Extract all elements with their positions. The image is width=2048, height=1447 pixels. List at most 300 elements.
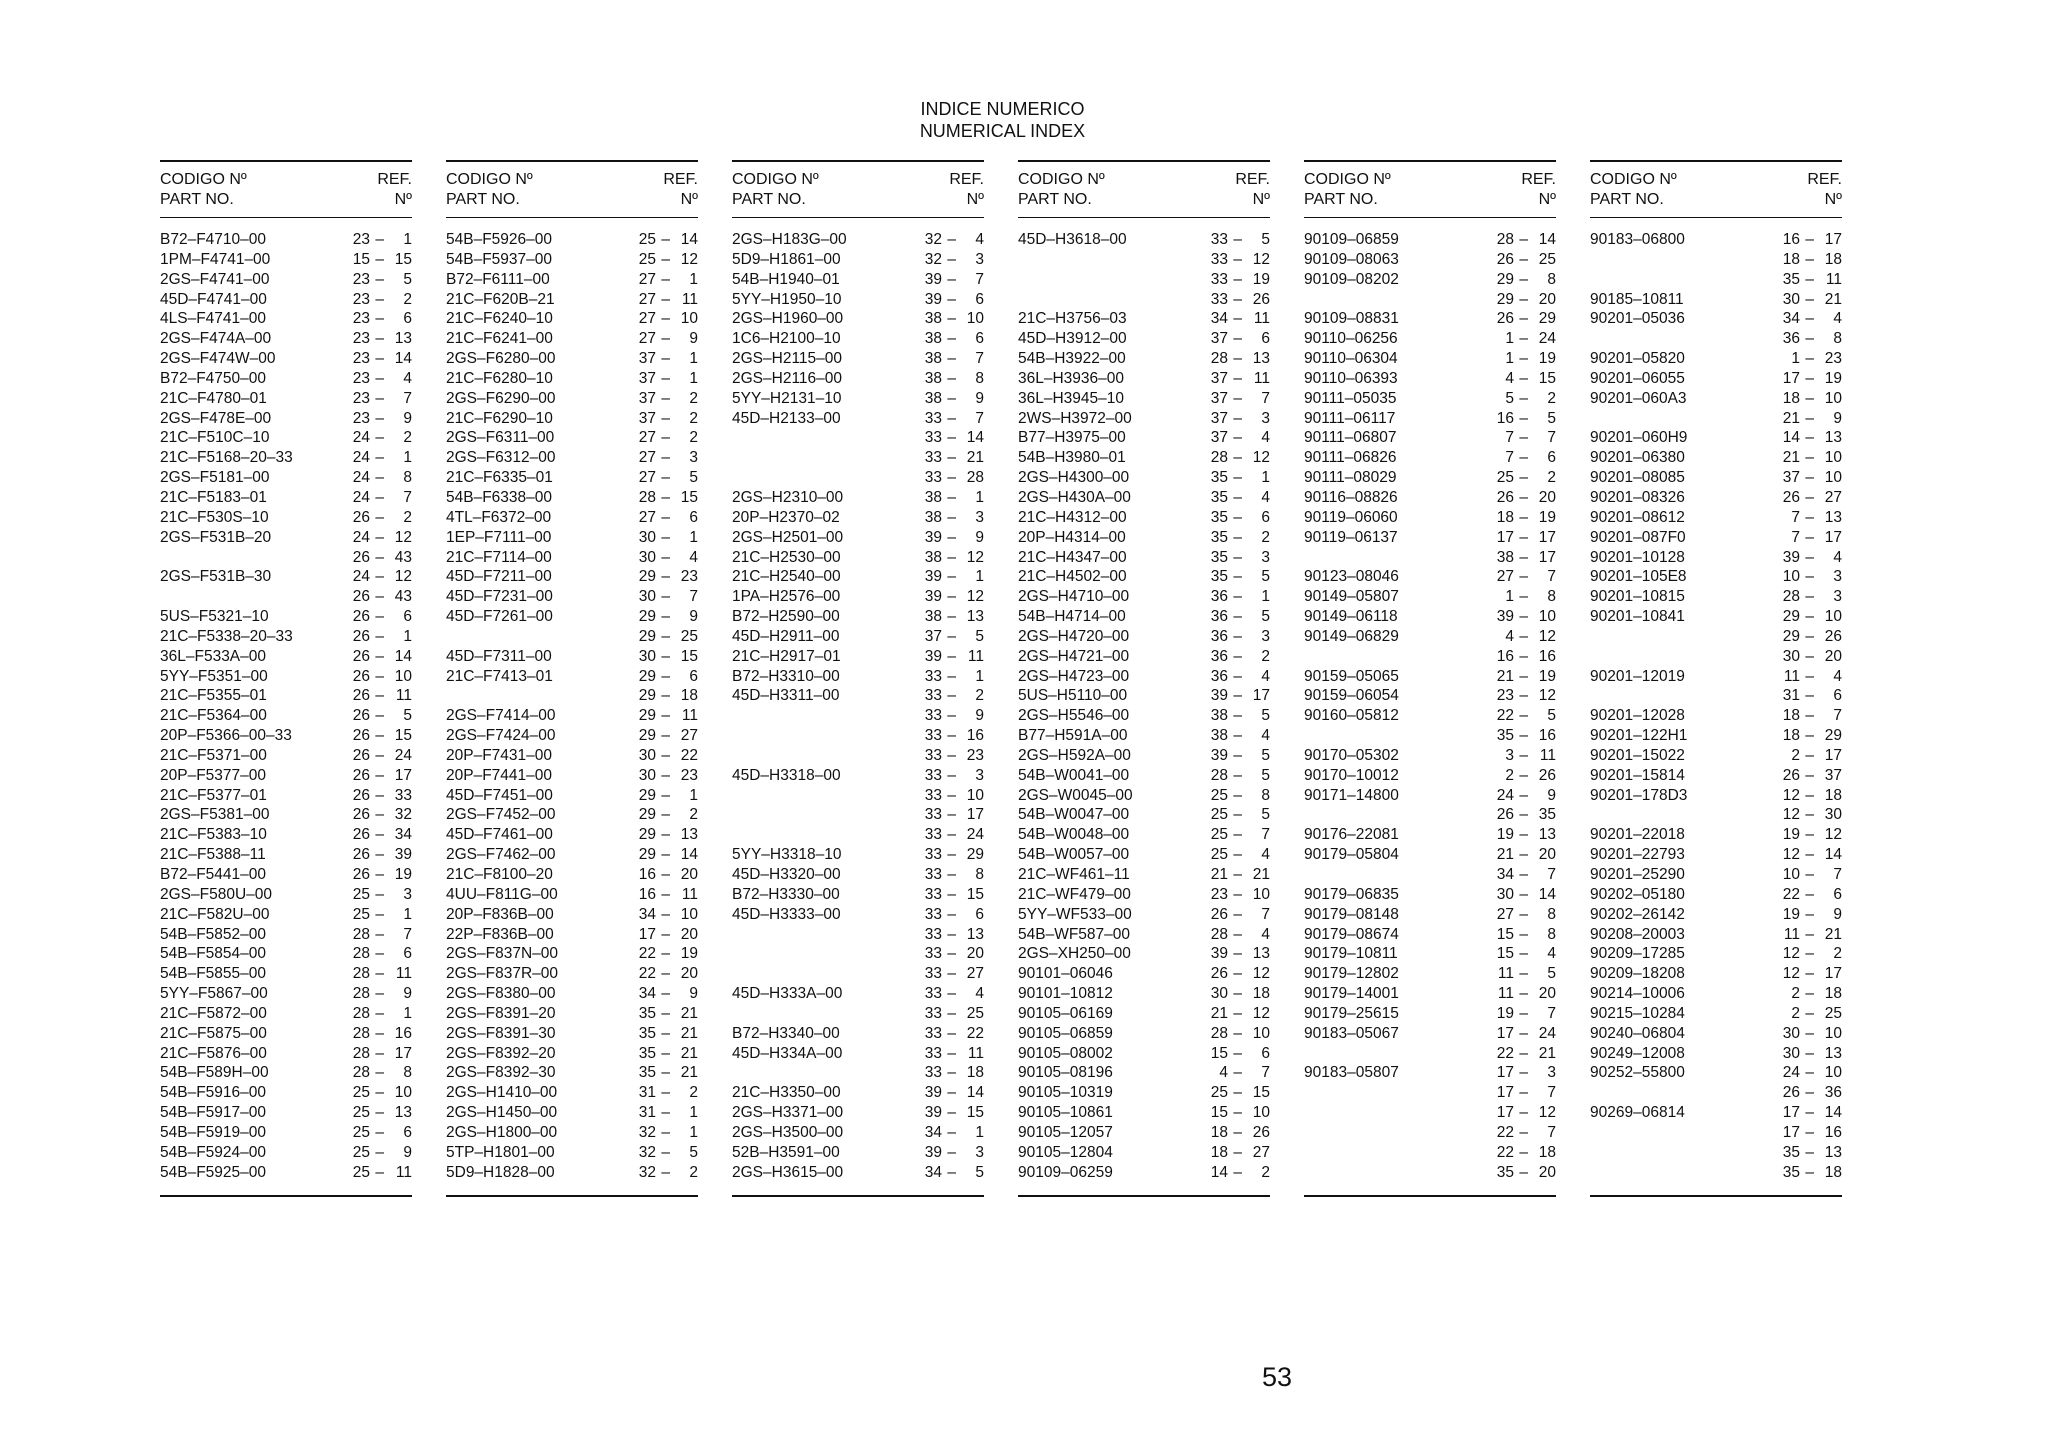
item-number: 3 (975, 766, 984, 784)
item-number: 26 (1538, 766, 1556, 784)
index-row (1590, 984, 1842, 1004)
index-row (446, 1024, 698, 1044)
index-row (446, 647, 698, 667)
part-no-header (160, 170, 247, 210)
part-no-header-es: CODIGO Nº (1304, 171, 1391, 188)
ref-header-line1: REF. (949, 171, 984, 188)
figure-number: 37 (1210, 330, 1228, 348)
part-number: 5D9–H1861–00 (732, 250, 841, 268)
ref-dash: – (947, 826, 956, 844)
ref-dash: – (1233, 806, 1242, 824)
column-top-rule (1018, 160, 1270, 162)
figure-number: 34 (1210, 310, 1228, 328)
figure-number: 29 (638, 568, 656, 586)
ref-dash: – (947, 310, 956, 328)
item-number: 11 (967, 647, 984, 665)
figure-number: 35 (1782, 270, 1800, 288)
figure-number: 38 (1210, 727, 1228, 745)
ref-dash: – (661, 488, 670, 506)
ref-dash: – (1805, 985, 1814, 1003)
ref-dash: – (947, 806, 956, 824)
index-row (446, 230, 698, 250)
item-number: 7 (1547, 568, 1556, 586)
item-number: 14 (966, 1084, 984, 1102)
ref-dash: – (1805, 389, 1814, 407)
ref-dash: – (1233, 866, 1242, 883)
figure-number: 38 (924, 350, 942, 368)
ref-dash: – (661, 449, 670, 467)
figure-number: 36 (1210, 647, 1228, 665)
index-row (160, 706, 412, 726)
ref-dash: – (947, 588, 956, 606)
ref-dash: – (1519, 350, 1528, 368)
ref-dash: – (1805, 687, 1814, 705)
index-row (160, 409, 412, 429)
part-number: 1PM–F4741–00 (160, 250, 271, 268)
index-row (732, 1163, 984, 1183)
index-row (1018, 905, 1270, 925)
item-number: 15 (966, 1104, 984, 1122)
item-number: 29 (966, 846, 984, 864)
figure-number: 23 (352, 290, 370, 308)
part-number: B72–F4710–00 (160, 231, 267, 248)
index-row (1590, 706, 1842, 726)
part-number: 5YY–H1950–10 (732, 290, 842, 308)
ref-dash: – (947, 1024, 956, 1042)
index-row (1590, 488, 1842, 508)
figure-number: 26 (352, 746, 370, 764)
index-row (160, 1044, 412, 1064)
index-row (1590, 349, 1842, 369)
index-row (1018, 468, 1270, 488)
figure-number: 29 (638, 806, 656, 824)
index-row (160, 607, 412, 627)
figure-number: 33 (924, 766, 942, 784)
ref-dash: – (1519, 588, 1528, 606)
figure-number: 30 (638, 548, 656, 566)
item-number: 6 (689, 667, 698, 685)
index-row (1018, 250, 1270, 270)
figure-number: 24 (352, 429, 370, 447)
item-number: 11 (395, 687, 412, 705)
figure-number: 18 (1210, 1143, 1228, 1161)
ref-dash: – (1233, 231, 1242, 248)
index-row (732, 647, 984, 667)
ref-dash: – (1233, 647, 1242, 665)
index-row (446, 428, 698, 448)
ref-dash: – (1805, 945, 1814, 963)
index-row (1590, 825, 1842, 845)
ref-dash: – (947, 528, 956, 546)
index-row (1018, 607, 1270, 627)
part-number: 90111–05035 (1304, 389, 1397, 407)
ref-dash: – (1519, 568, 1528, 586)
index-row (1590, 1083, 1842, 1103)
figure-number: 28 (352, 945, 370, 963)
item-number: 11 (681, 290, 698, 308)
index-row (1304, 369, 1556, 389)
index-row (732, 865, 984, 885)
index-row (732, 825, 984, 845)
index-row (1304, 726, 1556, 746)
ref-dash: – (1805, 488, 1814, 506)
part-number: 90240–06804 (1590, 1024, 1685, 1042)
part-number: 2GS–H4721–00 (1018, 647, 1130, 665)
figure-number: 24 (352, 528, 370, 546)
figure-number: 7 (1505, 449, 1514, 467)
index-row (1304, 309, 1556, 329)
figure-number: 22 (1496, 1044, 1514, 1062)
figure-number: 39 (1782, 548, 1800, 566)
item-number: 19 (1252, 270, 1270, 288)
ref-dash: – (1805, 885, 1814, 903)
item-number: 23 (1824, 350, 1842, 368)
figure-number: 26 (352, 727, 370, 745)
part-number: 21C–F5388–11 (160, 846, 266, 864)
figure-number: 16 (638, 866, 656, 883)
figure-number: 26 (352, 806, 370, 824)
figure-number: 27 (1496, 568, 1514, 586)
part-number: 21C–H2917–01 (732, 647, 841, 665)
index-row (1590, 587, 1842, 607)
part-number: B77–H591A–00 (1018, 727, 1128, 745)
figure-number: 28 (352, 965, 370, 983)
index-row (1590, 1063, 1842, 1083)
column-header (1304, 170, 1556, 210)
ref-dash: – (661, 905, 670, 923)
column-header-rule (1018, 217, 1270, 218)
figure-number: 35 (1210, 508, 1228, 526)
index-row (732, 488, 984, 508)
ref-dash: – (947, 568, 956, 586)
index-row (1590, 409, 1842, 429)
figure-number: 26 (352, 548, 370, 566)
part-number: 90149–06829 (1304, 627, 1399, 645)
item-number: 18 (1824, 985, 1842, 1003)
part-number: 45D–F7451–00 (446, 786, 553, 804)
index-row (446, 686, 698, 706)
index-row (732, 468, 984, 488)
item-number: 7 (1833, 866, 1842, 883)
ref-header-line1: REF. (377, 171, 412, 188)
item-number: 7 (403, 389, 412, 407)
figure-number: 27 (638, 469, 656, 487)
index-row (732, 349, 984, 369)
ref-dash: – (1805, 1104, 1814, 1122)
part-number: 54B–H3922–00 (1018, 350, 1126, 368)
figure-number: 39 (924, 588, 942, 606)
index-row (160, 925, 412, 945)
ref-dash: – (1233, 409, 1242, 427)
ref-dash: – (1519, 429, 1528, 447)
ref-dash: – (1519, 727, 1528, 745)
index-row (1018, 448, 1270, 468)
part-number: 54B–F589H–00 (160, 1064, 269, 1082)
item-number: 21 (1824, 925, 1842, 943)
ref-dash: – (1519, 488, 1528, 506)
item-number: 15 (394, 727, 412, 745)
item-number: 7 (689, 588, 698, 606)
part-number: 5TP–H1801–00 (446, 1143, 555, 1161)
item-number: 21 (680, 1024, 698, 1042)
item-number: 13 (1252, 350, 1270, 368)
ref-header-line2: Nº (1824, 191, 1842, 208)
part-number: 4TL–F6372–00 (446, 508, 552, 526)
part-number: 90201–05820 (1590, 350, 1685, 368)
item-number: 14 (680, 846, 698, 864)
ref-dash: – (1233, 965, 1242, 983)
item-number: 1 (403, 1004, 412, 1022)
ref-dash: – (375, 588, 384, 606)
part-number: 2GS–F478E–00 (160, 409, 272, 427)
item-number: 18 (1538, 1143, 1556, 1161)
index-row (1304, 567, 1556, 587)
ref-dash: – (947, 905, 956, 923)
part-number: B77–H3975–00 (1018, 429, 1126, 447)
ref-dash: – (1805, 449, 1814, 467)
part-no-header (1018, 170, 1105, 210)
item-number: 25 (1824, 1004, 1842, 1022)
figure-number: 37 (924, 627, 942, 645)
index-row (1304, 865, 1556, 885)
part-number: 5YY–F5867–00 (160, 985, 268, 1003)
ref-dash: – (661, 727, 670, 745)
ref-dash: – (375, 627, 384, 645)
figure-number: 33 (924, 469, 942, 487)
ref-dash: – (375, 667, 384, 685)
item-number: 2 (689, 409, 698, 427)
ref-dash: – (1233, 350, 1242, 368)
ref-dash: – (1519, 1143, 1528, 1161)
part-number: 90201–060A3 (1590, 389, 1687, 407)
ref-dash: – (661, 647, 670, 665)
ref-dash: – (1805, 409, 1814, 427)
part-number: 2GS–F8380–00 (446, 985, 556, 1003)
part-number: 90214–10006 (1590, 985, 1685, 1003)
part-number: 21C–H3350–00 (732, 1084, 841, 1102)
figure-number: 31 (1782, 687, 1800, 705)
index-row (446, 706, 698, 726)
column-header-rule (732, 217, 984, 218)
item-number: 12 (1538, 1104, 1556, 1122)
index-row (160, 647, 412, 667)
item-number: 2 (689, 389, 698, 407)
ref-dash: – (661, 508, 670, 526)
ref-dash: – (661, 667, 670, 685)
part-number: 90201–15022 (1590, 746, 1685, 764)
ref-dash: – (1805, 647, 1814, 665)
part-number: 90149–05807 (1304, 588, 1399, 606)
index-row (732, 428, 984, 448)
part-number: 5US–H5110–00 (1018, 687, 1128, 705)
index-row (1304, 925, 1556, 945)
index-row (160, 587, 412, 607)
part-number: 36L–H3936–00 (1018, 369, 1125, 387)
part-number: 2GS–H2116–00 (732, 369, 843, 387)
ref-dash: – (1519, 925, 1528, 943)
index-row (1018, 230, 1270, 250)
item-number: 5 (1261, 568, 1270, 586)
ref-dash: – (1805, 1123, 1814, 1141)
index-row (160, 349, 412, 369)
item-number: 2 (1833, 945, 1842, 963)
figure-number: 35 (1210, 548, 1228, 566)
item-number: 11 (1825, 270, 1842, 288)
figure-number: 33 (924, 985, 942, 1003)
item-number: 5 (1261, 766, 1270, 784)
index-row (1590, 270, 1842, 290)
figure-number: 12 (1782, 786, 1800, 804)
item-number: 13 (966, 925, 984, 943)
index-row (1018, 944, 1270, 964)
part-number: 90202–05180 (1590, 885, 1685, 903)
item-number: 11 (1253, 310, 1270, 328)
index-row (1590, 448, 1842, 468)
part-number: 90179–08674 (1304, 925, 1399, 943)
item-number: 6 (403, 945, 412, 963)
ref-dash: – (375, 1044, 384, 1062)
item-number: 21 (966, 449, 984, 467)
item-number: 17 (394, 1044, 412, 1062)
index-row (1018, 309, 1270, 329)
figure-number: 26 (352, 707, 370, 725)
ref-dash: – (1805, 1143, 1814, 1161)
ref-dash: – (1805, 866, 1814, 883)
figure-number: 26 (352, 647, 370, 665)
ref-no-header (1235, 170, 1270, 210)
ref-dash: – (1805, 528, 1814, 546)
ref-dash: – (947, 369, 956, 387)
part-number: 2GS–F837N–00 (446, 945, 559, 963)
item-number: 30 (1824, 806, 1842, 824)
figure-number: 24 (352, 488, 370, 506)
index-row (446, 984, 698, 1004)
ref-dash: – (1233, 588, 1242, 606)
item-number: 10 (1824, 449, 1842, 467)
figure-number: 33 (1210, 270, 1228, 288)
index-row (160, 905, 412, 925)
part-number: 90201–06055 (1590, 369, 1685, 387)
item-number: 10 (966, 786, 984, 804)
figure-number: 32 (924, 231, 942, 248)
part-no-header (1590, 170, 1677, 210)
part-number: 21C–F6335–01 (446, 469, 553, 487)
index-row (160, 845, 412, 865)
ref-dash: – (661, 707, 670, 725)
figure-number: 7 (1505, 429, 1514, 447)
ref-dash: – (947, 409, 956, 427)
ref-dash: – (375, 270, 384, 288)
ref-dash: – (947, 508, 956, 526)
figure-number: 19 (1782, 905, 1800, 923)
ref-dash: – (661, 965, 670, 983)
figure-number: 39 (1210, 945, 1228, 963)
part-no-header-es: CODIGO Nº (1590, 171, 1677, 188)
ref-dash: – (1233, 707, 1242, 725)
part-no-header-es: CODIGO Nº (160, 171, 247, 188)
figure-number: 26 (352, 826, 370, 844)
part-number: 90201–05036 (1590, 310, 1685, 328)
ref-dash: – (947, 1044, 956, 1062)
item-number: 8 (975, 369, 984, 387)
item-number: 14 (1824, 846, 1842, 864)
figure-number: 28 (1210, 766, 1228, 784)
item-number: 8 (1547, 270, 1556, 288)
ref-no-header (1521, 170, 1556, 210)
index-row (1304, 1123, 1556, 1143)
index-row (1018, 627, 1270, 647)
index-row (1590, 1103, 1842, 1123)
index-row (160, 448, 412, 468)
index-row (1018, 587, 1270, 607)
ref-dash: – (1805, 231, 1814, 248)
item-number: 12 (680, 250, 698, 268)
index-row (732, 548, 984, 568)
part-number: 2GS–H3615–00 (732, 1163, 844, 1181)
item-number: 3 (975, 1143, 984, 1161)
figure-number: 38 (924, 389, 942, 407)
index-row (732, 1024, 984, 1044)
item-number: 7 (1261, 905, 1270, 923)
part-number: 90179–14001 (1304, 985, 1399, 1003)
index-row (1018, 548, 1270, 568)
figure-number: 27 (638, 508, 656, 526)
figure-number: 22 (1496, 1143, 1514, 1161)
ref-dash: – (947, 270, 956, 288)
index-row (160, 250, 412, 270)
part-number: 90160–05812 (1304, 707, 1399, 725)
index-row (1590, 805, 1842, 825)
index-row (1018, 508, 1270, 528)
item-number: 3 (689, 449, 698, 467)
column-top-rule (446, 160, 698, 162)
part-number: 2GS–H4723–00 (1018, 667, 1130, 685)
figure-number: 15 (1496, 925, 1514, 943)
item-number: 20 (1824, 647, 1842, 665)
column-header (160, 170, 412, 210)
ref-dash: – (375, 568, 384, 586)
item-number: 10 (1252, 1024, 1270, 1042)
ref-header-line2: Nº (966, 191, 984, 208)
part-number: 90208–20003 (1590, 925, 1685, 943)
part-number: 45D–H333A–00 (732, 985, 843, 1003)
figure-number: 29 (1782, 627, 1800, 645)
figure-number: 22 (1496, 1123, 1514, 1141)
part-number: 90252–55800 (1590, 1064, 1685, 1082)
ref-dash: – (375, 965, 384, 983)
ref-dash: – (375, 985, 384, 1003)
item-number: 9 (403, 409, 412, 427)
figure-number: 1 (1505, 588, 1514, 606)
ref-dash: – (947, 647, 956, 665)
part-number: 90105–08002 (1018, 1044, 1113, 1062)
item-number: 1 (689, 1123, 698, 1141)
index-row (1304, 1163, 1556, 1183)
ref-dash: – (947, 727, 956, 745)
index-row (1304, 667, 1556, 687)
figure-number: 17 (1782, 1104, 1800, 1122)
ref-dash: – (1233, 687, 1242, 705)
index-row (1590, 726, 1842, 746)
page-number: 53 (1262, 1362, 1293, 1392)
ref-dash: – (1805, 469, 1814, 487)
index-row (1018, 964, 1270, 984)
figure-number: 5 (1505, 389, 1514, 407)
figure-number: 33 (924, 806, 942, 824)
item-number: 2 (403, 508, 412, 526)
item-number: 18 (1824, 250, 1842, 268)
figure-number: 33 (924, 687, 942, 705)
